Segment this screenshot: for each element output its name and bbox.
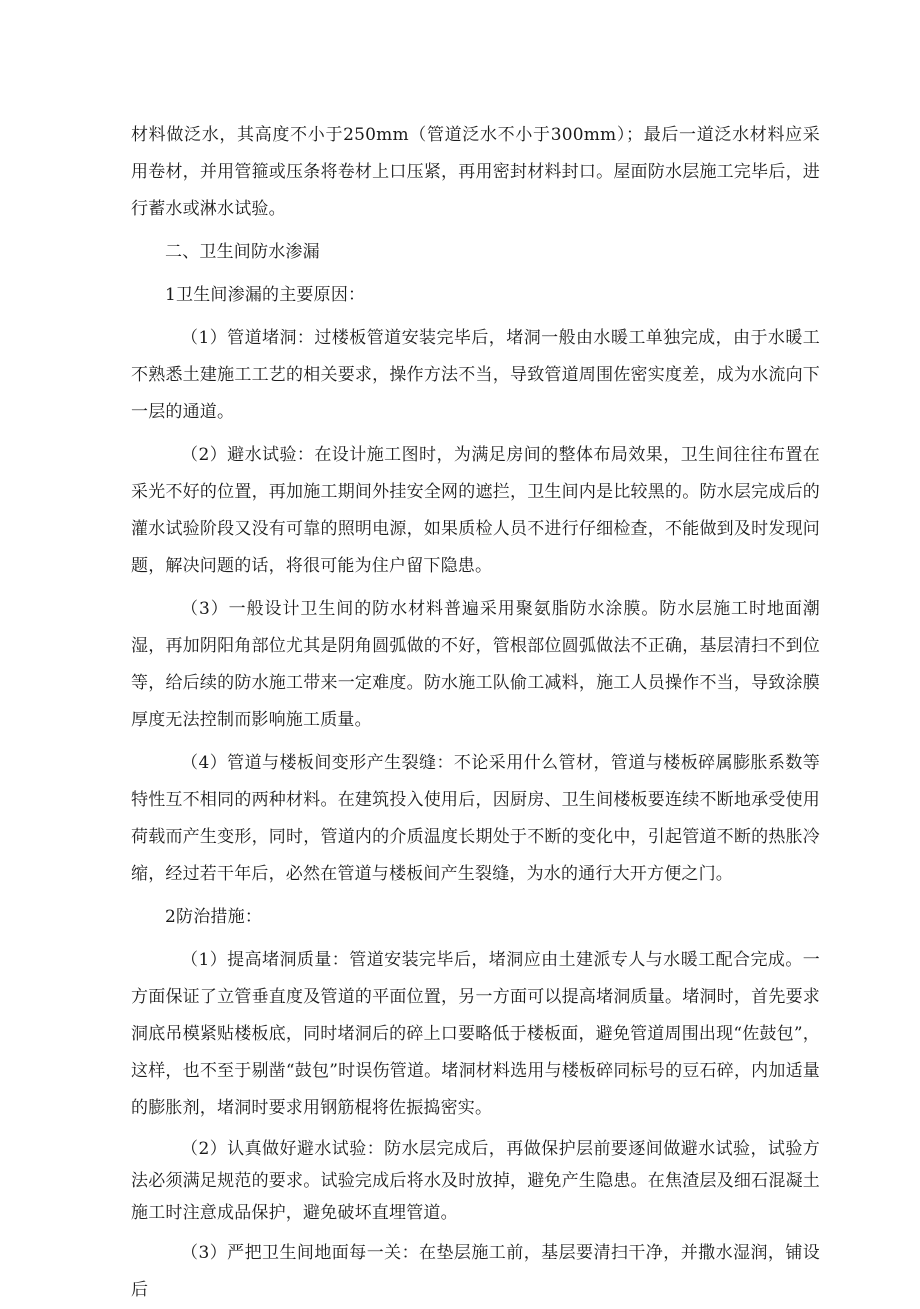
paragraph-cause-3: （3）一般设计卫生间的防水材料普遍采用聚氨脂防水涂膜。防水层施工时地面潮湿，再加阴阳角部位尤其是阴角圆弧做的不好，管根部位圆弧做法不正确，基层清扫不到位等，给后续的防水施工带来一定难度。防水施工队偷工减料，施工人员操作不当，导致涂膜厚度无法控制而影响施工质量。 xyxy=(131,599,820,730)
subheading-main-causes: 1卫生间渗漏的主要原因： xyxy=(165,285,366,305)
paragraph-cause-1: （1）管道堵洞：过楼板管道安装完毕后，堵洞一般由水暖工单独完成，由于水暖工不熟悉土建施工工艺的相关要求，操作方法不当，导致管道周围佐密实度差，成为水流向下一层的通道。 xyxy=(131,328,820,422)
subheading-prevention-measures: 2防治措施： xyxy=(165,907,263,927)
paragraph-measure-2: （2）认真做好避水试验：防水层完成后，再做保护层前要逐间做避水试验，试验方法必须满足规范的要求。试验完成后将水及时放掉，避免产生隐患。在焦渣层及细石混凝土施工时注意成品保护，避免破坏直埋管道。 xyxy=(131,1139,820,1223)
paragraph-measure-1: （1）提高堵洞质量：管道安装完毕后，堵洞应由土建派专人与水暖工配合完成。一方面保证了立管垂直度及管道的平面位置，另一方面可以提高堵洞质量。堵洞时，首先要求洞底吊模紧贴楼板底，同时堵洞后的碎上口要略低于楼板面，避免管道周围出现“佐鼓包”，这样，也不至于剔凿“鼓包”时误伤管道。堵洞材料选用与楼板碎同标号的豆石碎，内加适量的膨胀剂，堵洞时要求用钢筋棍将佐振捣密实。 xyxy=(131,950,820,1118)
section-heading-bathroom-leakage: 二、卫生间防水渗漏 xyxy=(165,242,320,262)
paragraph-flashing: 材料做泛水，其高度不小于250mm（管道泛水不小于300mm）；最后一道泛水材料应采用卷材，并用管箍或压条将卷材上口压紧，再用密封材料封口。屋面防水层施工完毕后，进行蓄水或淋水试验。 xyxy=(131,125,820,219)
paragraph-measure-3: （3）严把卫生间地面每一关：在垫层施工前，基层要清扫干净，并撒水湿润，铺设后 xyxy=(131,1243,820,1300)
paragraph-cause-4: （4）管道与楼板间变形产生裂缝：不论采用什么管材，管道与楼板碎属膨胀系数等特性互不相同的两种材料。在建筑投入使用后，因厨房、卫生间楼板要连续不断地承受使用荷载而产生变形，同时，管道内的介质温度长期处于不断的变化中，引起管道不断的热胀冷缩，经过若干年后，必然在管道与楼板间产生裂缝，为水的通行大开方便之门。 xyxy=(131,753,820,884)
paragraph-cause-2: （2）避水试验：在设计施工图时，为满足房间的整体布局效果，卫生间往往布置在采光不好的位置，再加施工期间外挂安全网的遮拦，卫生间内是比较黑的。防水层完成后的灌水试验阶段又没有可靠的照明电源，如果质检人员不进行仔细检查，不能做到及时发现问题，解决问题的话，将很可能为住户留下隐患。 xyxy=(131,445,820,576)
